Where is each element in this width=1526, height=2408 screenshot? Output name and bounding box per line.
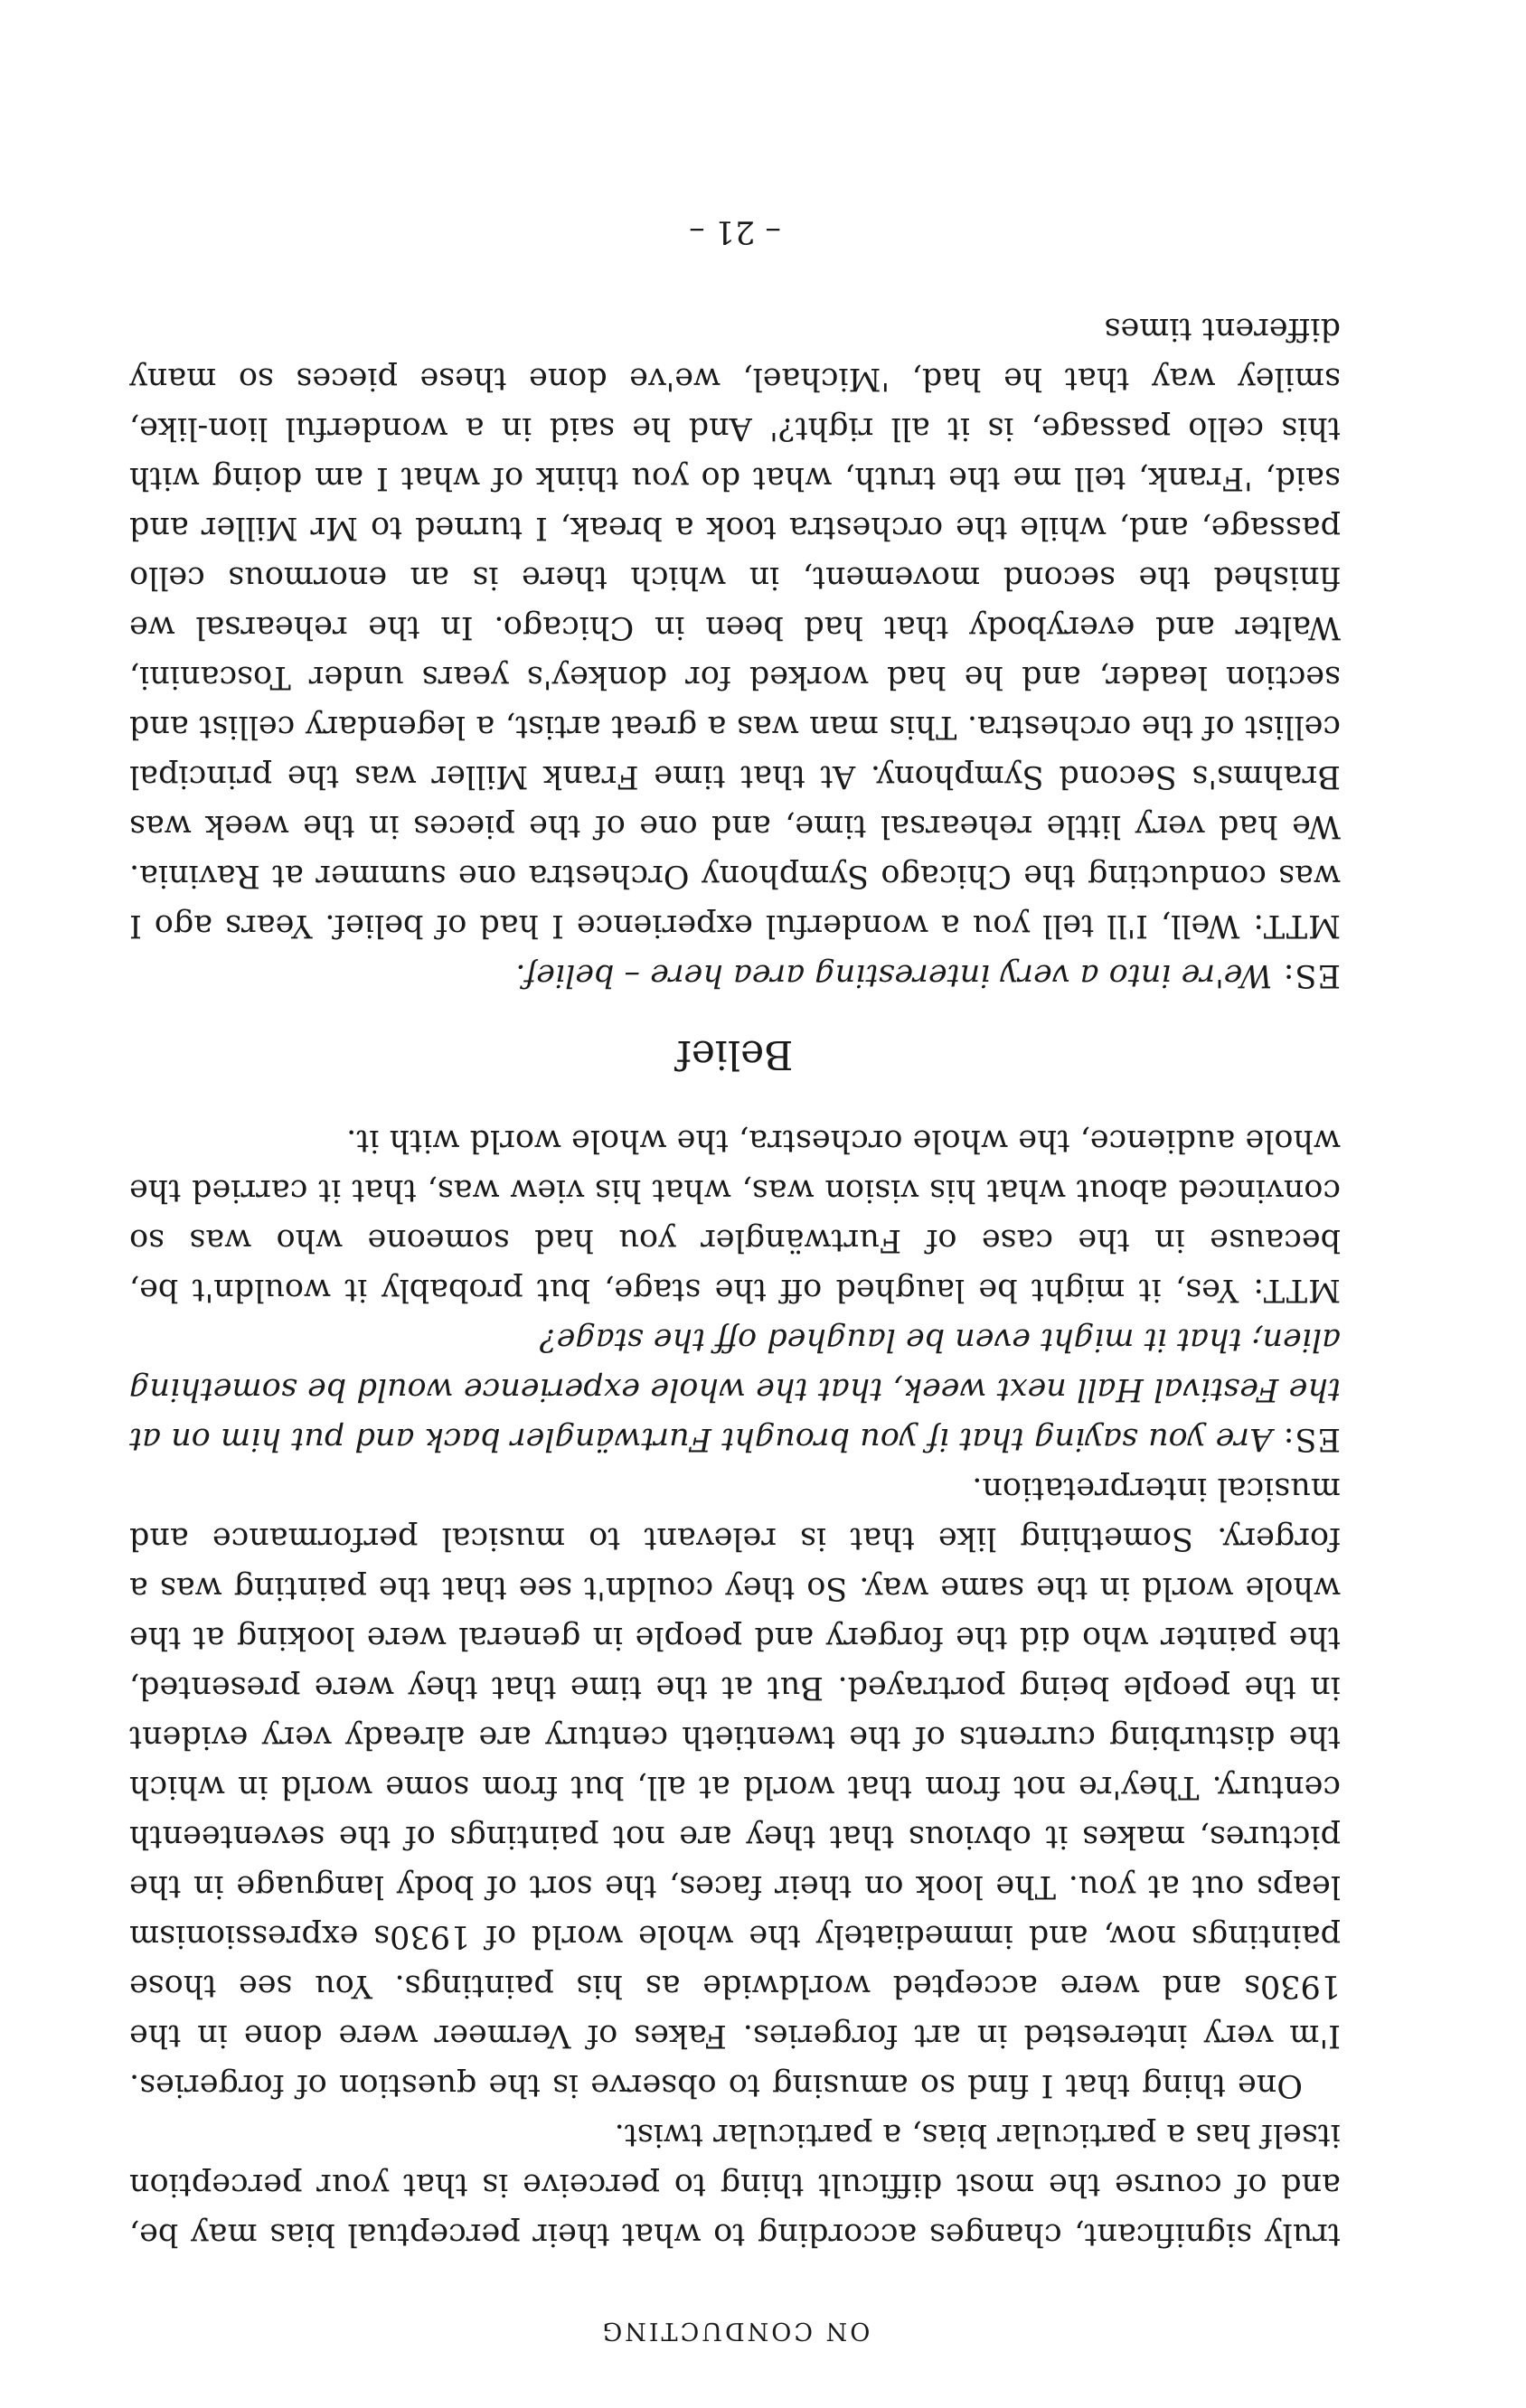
es-question-text: Are you saying that if you brought Furtwängler back and put him on at the Festival Hall next week, that the whole experience would be something alien; that it might even be laughed off the stage? bbox=[129, 1322, 1341, 1457]
es-question-2 bbox=[129, 950, 1341, 1000]
mtt-answer-text: Yes, it might be laughed off the stage, but probably it wouldn't be, because in the case of Furtwängler you had someone who was so convinced about what his vision was, what his view was, that it carried the whole audience, the whole orchestra, the whole world with it. bbox=[129, 1123, 1341, 1308]
running-head: ON CONDUCTING bbox=[599, 2317, 871, 2345]
mtt-answer-1 bbox=[129, 1115, 1341, 1314]
paragraph-forgeries: One thing that I find so amusing to observe is the question of forgeries. I'm very interested in art forgeries. Fakes of Vermeer were done in the 1930s and were accepted worldwide as his paintings. You see those paintings now, and immediately the whole world of 1930s expressionism leaps out at you. The look on their faces, the sort of body language in the pictures, makes it obvious that they are not paintings of the seventeenth century. They're not from that world at all, but from some world in which the disturbing currents of the twentieth century are already very evident in the people being portrayed. But at the time that they were presented, the painter who did the forgery and people in general were looking at the whole world in the same way. So they couldn't see that the painting was a forgery. Something like that is relevant to musical performance and musical interpretation. bbox=[129, 1471, 1341, 2103]
es-question-1 bbox=[129, 1314, 1341, 1463]
speaker-mtt: MTT: bbox=[1252, 1272, 1341, 1308]
mtt-answer-2 bbox=[129, 304, 1341, 950]
speaker-es: ES: bbox=[1282, 957, 1341, 993]
paragraph-continued: truly significant, changes according to what their perceptual bias may be, and of course the most difficult thing to perceive is that your perception itself has a particular bias, a particular twist. bbox=[129, 2117, 1341, 2253]
body-text bbox=[129, 304, 1341, 2259]
mtt-answer-text: Well, I'll tell you a wonderful experience I had of belief. Years ago I was conducting the Chicago Symphony Orchestra one summer at Ravinia. We had very little rehearsal time, and one of the pieces in the week was Brahms's Second Symphony. At that time Frank Miller was the principal cellist of the orchestra. This man was a great artist, a legendary cellist and section leader, and he had worked for donkey's years under Toscanini, Walter and everybody that had been in Chicago. In the rehearsal we finished the second movement, in which there is an enormous cello passage, and, while the orchestra took a break, I turned to Mr Miller and said, 'Frank, tell me the truth, what do you think of what I am doing with this cello passage, is it all right?' And he said in a wonderful lion-like, smiley way that he had, 'Michael, we've done these pieces so many different times bbox=[129, 311, 1341, 944]
section-heading: Belief bbox=[676, 1031, 794, 1077]
es-question-text: We're into a very interesting area here – belief. bbox=[515, 957, 1273, 993]
page-number: – 21 – bbox=[689, 213, 781, 249]
speaker-es: ES: bbox=[1282, 1421, 1341, 1457]
speaker-mtt: MTT: bbox=[1252, 908, 1341, 944]
